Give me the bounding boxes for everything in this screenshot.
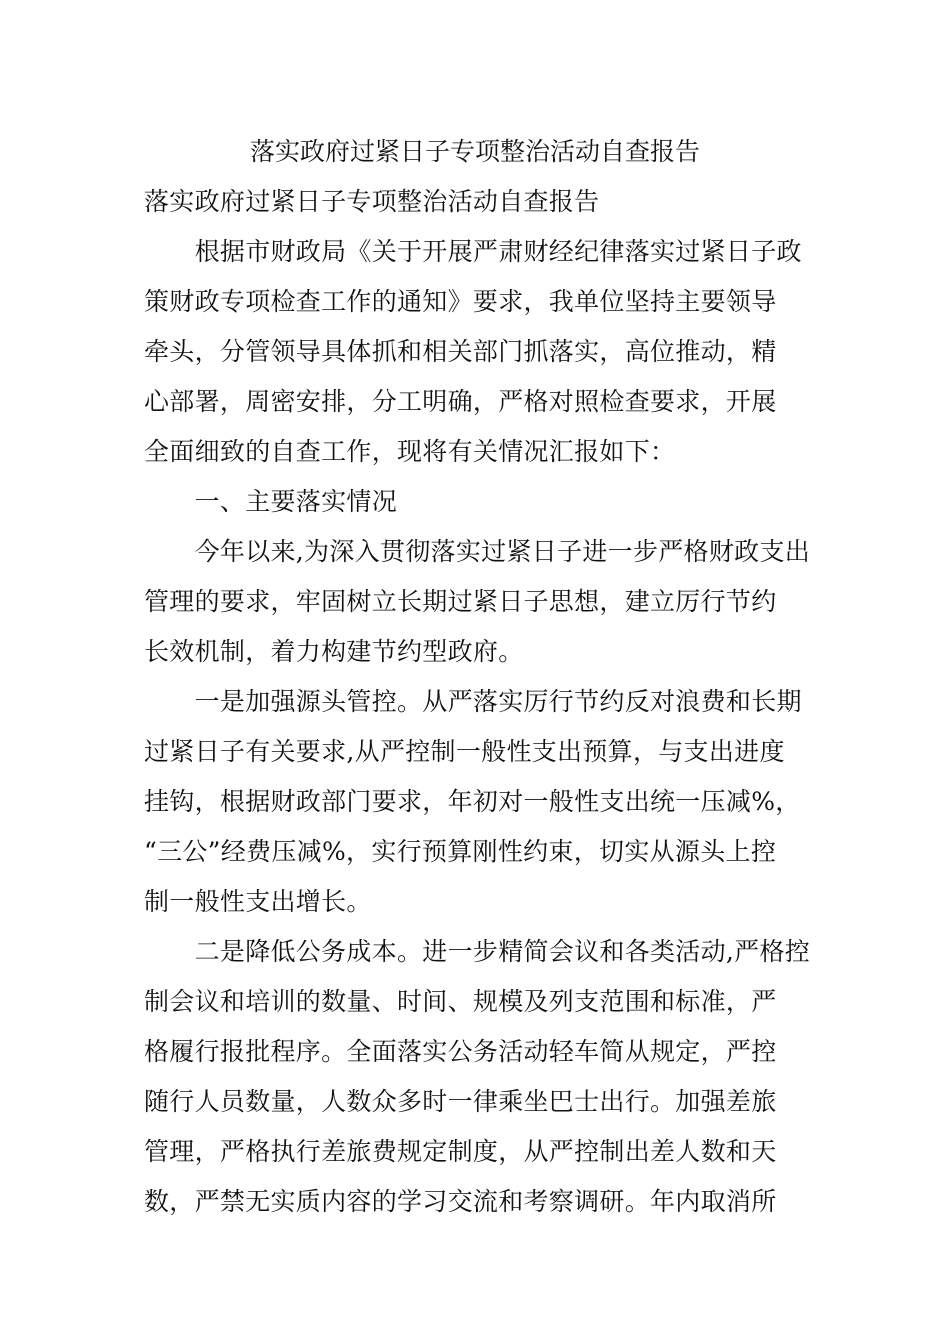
paragraph-line: 策财政专项检查工作的通知》要求，我单位坚持主要领导 <box>144 287 777 316</box>
document-title: 落实政府过紧日子专项整治活动自查报告 <box>249 137 700 166</box>
section-heading: 一、主要落实情况 <box>144 487 398 516</box>
paragraph-line: 制会议和培训的数量、时间、规模及列支范围和标准，严 <box>144 987 777 1016</box>
paragraph-line: 制一般性支出增长。 <box>144 887 372 916</box>
paragraph-line: 全面细致的自查工作，现将有关情况汇报如下： <box>144 437 676 466</box>
paragraph-line: 心部署，周密安排，分工明确，严格对照检查要求，开展 <box>144 387 777 416</box>
paragraph-line: 今年以来,为深入贯彻落实过紧日子进一步严格财政支出 <box>144 537 811 566</box>
paragraph-line: 一是加强源头管控。从严落实厉行节约反对浪费和长期 <box>144 687 802 716</box>
paragraph-line: 二是降低公务成本。进一步精简会议和各类活动,严格控 <box>144 937 811 966</box>
paragraph-line: 格履行报批程序。全面落实公务活动轻车简从规定，严控 <box>144 1037 777 1066</box>
subtitle-line: 落实政府过紧日子专项整治活动自查报告 <box>144 187 600 216</box>
paragraph-line: 牵头，分管领导具体抓和相关部门抓落实，高位推动，精 <box>144 337 777 366</box>
paragraph-line: 管理，严格执行差旅费规定制度，从严控制出差人数和天 <box>144 1137 777 1166</box>
paragraph-line: 挂钩，根据财政部门要求，年初对一般性支出统一压减%， <box>144 787 801 816</box>
paragraph-line: 根据市财政局《关于开展严肃财经纪律落实过紧日子政 <box>144 237 802 266</box>
paragraph-line: “三公”经费压减%，实行预算刚性约束，切实从源头上控 <box>144 837 777 866</box>
paragraph-line: 随行人员数量，人数众多时一律乘坐巴士出行。加强差旅 <box>144 1087 777 1116</box>
paragraph-line: 数，严禁无实质内容的学习交流和考察调研。年内取消所 <box>144 1187 777 1216</box>
paragraph-line: 长效机制，着力构建节约型政府。 <box>144 637 524 666</box>
paragraph-line: 过紧日子有关要求,从严控制一般性支出预算，与支出进度 <box>144 737 785 766</box>
paragraph-line: 管理的要求，牢固树立长期过紧日子思想，建立厉行节约 <box>144 587 777 616</box>
